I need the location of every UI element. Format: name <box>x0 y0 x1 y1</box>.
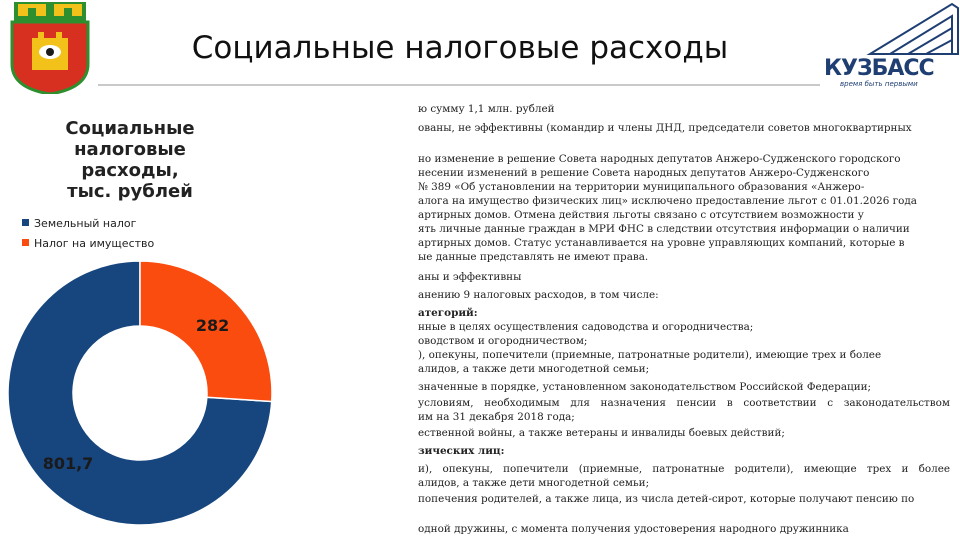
document-line: анению 9 налоговых расходов, в том числе: <box>418 289 659 301</box>
document-line: оводством и огородничеством; <box>418 335 588 347</box>
slice-value-label: 801,7 <box>42 454 94 473</box>
document-line: ю сумму 1,1 млн. рублей <box>418 103 555 115</box>
document-line: ), опекуны, попечители (приемные, патронатные родители), имеющие трех и более <box>418 349 882 361</box>
document-line: ованы, не эффективны (командир и члены ДНД, председатели советов многоквартирных <box>418 122 912 134</box>
legend-entry <box>22 217 136 230</box>
document-line: нные в целях осуществления садоводства и огородничества; <box>418 321 754 333</box>
logo-wordmark: КУЗБАСС <box>824 56 934 81</box>
legend-label: Земельный налог <box>34 217 137 230</box>
document-text-body <box>418 96 950 540</box>
doughnut-chart <box>0 250 300 540</box>
document-line: условиям, необходимым для назначения пенсии в соответствии с законодательством <box>418 397 950 409</box>
document-line: ять личные данные граждан в МРИ ФНС в следствии отсутствия информации о наличии <box>418 223 910 235</box>
logo-tagline: время быть первыми <box>840 80 918 88</box>
document-line: несении изменений в решение Совета народных депутатов Анжеро-Судженского <box>418 167 870 179</box>
document-line: аны и эффективны <box>418 271 522 283</box>
document-line: артирных домов. Статус устанавливается на уровне управляющих компаний, которые в <box>418 237 905 249</box>
document-line: но изменение в решение Совета народных депутатов Анжеро-Судженского городского <box>418 153 901 165</box>
legend-swatch <box>22 239 29 246</box>
document-line: одной дружины, с момента получения удостоверения народного дружинника <box>418 523 849 535</box>
document-line: артирных домов. Отмена действия льготы связано с отсутствием возможности у <box>418 209 864 221</box>
document-line: ественной войны, а также ветераны и инвалиды боевых действий; <box>418 427 785 439</box>
document-line: № 389 «Об установлении на территории муниципального образования «Анжеро- <box>418 181 865 193</box>
title-divider <box>98 84 820 86</box>
document-line: атегорий: <box>418 307 478 319</box>
document-line: ые данные представлять не имеют права. <box>418 251 649 263</box>
document-line: им на 31 декабря 2018 года; <box>418 411 575 423</box>
legend-swatch <box>22 219 29 226</box>
chart-title-line: налоговые <box>74 139 186 160</box>
legend-label: Налог на имущество <box>34 237 155 250</box>
chart-title-line: тыс. рублей <box>67 181 193 202</box>
chart-title-line: Социальные <box>65 118 195 139</box>
document-line: зических лиц: <box>418 445 505 457</box>
pupil <box>46 48 54 56</box>
slice-value-label: 282 <box>195 315 230 335</box>
page-title: Социальные налоговые расходы <box>191 30 729 66</box>
chart-title-line: расходы, <box>81 160 179 181</box>
coat-of-arms-emblem <box>10 2 90 94</box>
document-line: значенные в порядке, установленном законодательством Российской Федерации; <box>418 381 872 393</box>
document-line: алидов, а также дети многодетной семьи; <box>418 477 650 489</box>
document-line: и), опекуны, попечители (приемные, патронатные родители), имеющие трех и более <box>418 463 950 475</box>
document-line: алидов, а также дети многодетной семьи; <box>418 363 650 375</box>
chart-title <box>40 118 220 202</box>
legend-entry <box>22 237 154 250</box>
document-line: алога на имущество физических лиц» исключено предоставление льгот с 01.01.2026 года <box>418 195 917 207</box>
document-line: попечения родителей, а также лица, из числа детей-сирот, которые получают пенсию по <box>418 493 915 505</box>
